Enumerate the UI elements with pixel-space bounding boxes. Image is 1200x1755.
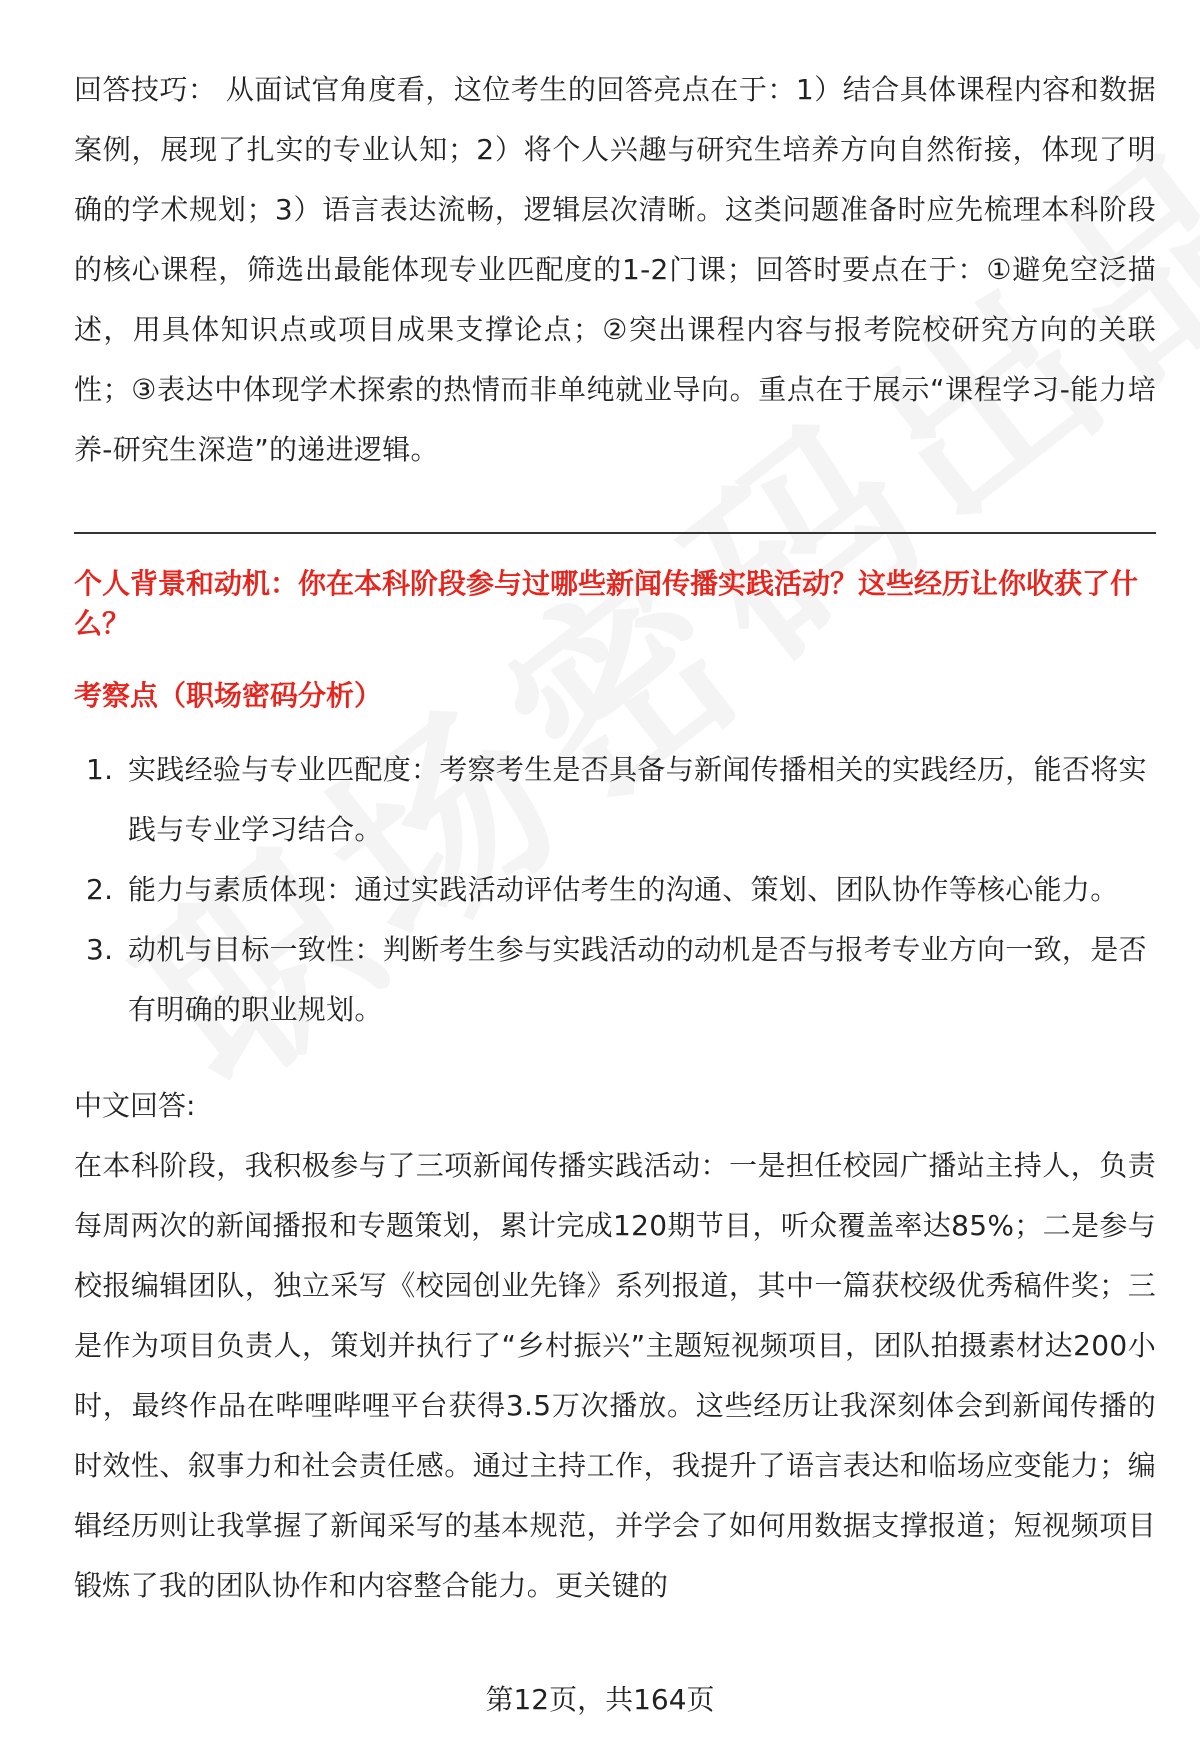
item-number: 1.	[86, 753, 114, 786]
item-number: 2.	[86, 873, 114, 906]
tips-label: 回答技巧：	[74, 73, 217, 106]
question-title: 个人背景和动机：你在本科阶段参与过哪些新闻传播实践活动？这些经历让你收获了什么？	[74, 567, 1139, 640]
document-page	[74, 60, 1156, 1616]
assessment-item	[74, 740, 1156, 860]
item-text: 动机与目标一致性：判断考生参与实践活动的动机是否与报考专业方向一致，是否有明确的职业规划。	[128, 933, 1147, 1026]
assessment-item	[74, 860, 1156, 920]
answer-paragraph: 在本科阶段，我积极参与了三项新闻传播实践活动：一是担任校园广播站主持人，负责每周两次的新闻播报和专题策划，累计完成120期节目，听众覆盖率达85%；二是参与校报编辑团队，独立采写《校园创业先锋》系列报道，其中一篇获校级优秀稿件奖；三是作为项目负责人，策划并执行了“乡村振兴”主题短视频项目，团队拍摄素材达200小时，最终作品在哔哩哔哩平台获得3.5万次播放。这些经历让我深刻体会到新闻传播的时效性、叙事力和社会责任感。通过主持工作，我提升了语言表达和临场应变能力；编辑经历则让我掌握了新闻采写的基本规范，并学会了如何用数据支撑报道；短视频项目锻炼了我的团队协作和内容整合能力。更关键的	[74, 1149, 1156, 1602]
page-number-footer: 第12页，共164页	[485, 1683, 715, 1716]
tips-text: 从面试官角度看，这位考生的回答亮点在于：1）结合具体课程内容和数据案例，展现了扎实的专业认知；2）将个人兴趣与研究生培养方向自然衔接，体现了明确的学术规划；3）语言表达流畅，逻辑层次清晰。这类问题准备时应先梳理本科阶段的核心课程，筛选出最能体现专业匹配度的1-2门课；回答时要点在于：①避免空泛描述，用具体知识点或项目成果支撑论点；②突出课程内容与报考院校研究方向的关联性；③表达中体现学术探索的热情而非单纯就业导向。重点在于展示“课程学习-能力培养-研究生深造”的递进逻辑。	[74, 73, 1156, 466]
assessment-list	[74, 740, 1156, 1040]
assessment-item	[74, 920, 1156, 1040]
section-divider	[74, 532, 1156, 534]
assessment-heading: 考察点（职场密码分析）	[74, 679, 383, 712]
item-text: 能力与素质体现：通过实践活动评估考生的沟通、策划、团队协作等核心能力。	[128, 873, 1119, 906]
answer-label: 中文回答:	[74, 1089, 196, 1122]
item-number: 3.	[86, 933, 114, 966]
item-text: 实践经验与专业匹配度：考察考生是否具备与新闻传播相关的实践经历，能否将实践与专业学习结合。	[128, 753, 1147, 846]
answer-tips-paragraph	[74, 60, 1156, 480]
